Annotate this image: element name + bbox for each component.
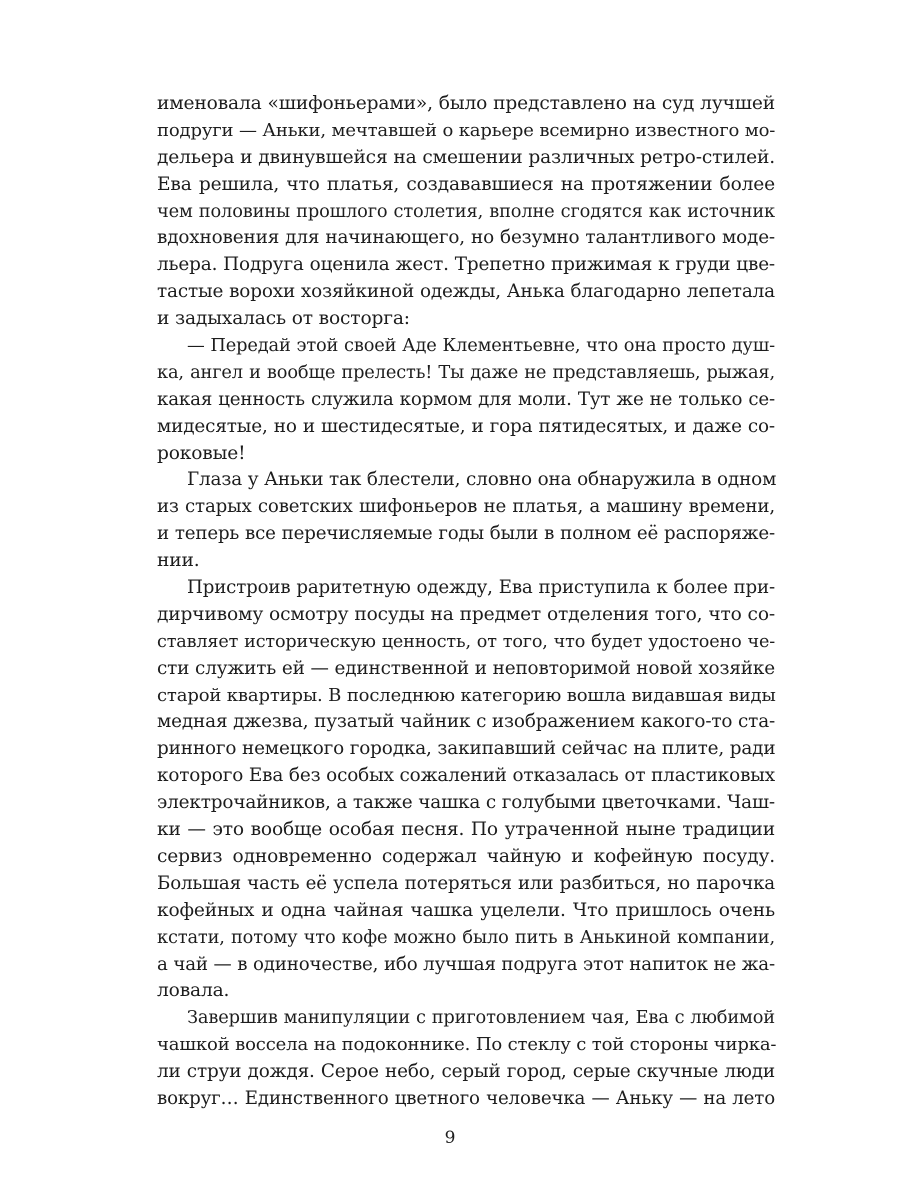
text-line: и теперь все перечисляемые годы были в полном её распоряже- [157, 523, 775, 545]
text-line: электрочайников, а также чашка с голубыми цветочками. Чаш- [157, 792, 775, 814]
text-line: ки — это вообще особая песня. По утраченной ныне традиции [157, 819, 775, 841]
text-line: Большая часть её успела потеряться или разбиться, но парочка [157, 872, 775, 894]
text-line: ловала. [157, 980, 230, 1002]
text-line: — Передай этой своей Аде Клементьевне, что она просто душ- [187, 335, 775, 357]
text-line: вокруг… Единственного цветного человечка — Аньку — на лето [157, 1087, 775, 1109]
text-line: кстати, потому что кофе можно было пить в Анькиной компании, [157, 926, 775, 948]
text-line: старой квартиры. В последнюю категорию вошла видавшая виды [157, 684, 776, 706]
text-line: какая ценность служила кормом для моли. Тут же не только се- [157, 388, 775, 410]
text-line: тастые ворохи хозяйкиной одежды, Анька благодарно лепетала [157, 281, 775, 303]
text-line: льера. Подруга оценила жест. Трепетно прижимая к груди цве- [157, 254, 775, 276]
text-line: подруги — Аньки, мечтавшей о карьере всемирно известного мо- [157, 119, 776, 141]
text-line: дельера и двинувшейся на смешении различных ретро-стилей. [157, 146, 775, 168]
text-line: Завершив манипуляции с приготовлением чая, Ева с любимой [187, 1007, 775, 1029]
text-line: чем половины прошлого столетия, вполне сгодятся как источник [157, 200, 775, 222]
text-line: сервиз одновременно содержал чайную и кофейную посуду. [157, 845, 775, 867]
text-line: нии. [157, 550, 200, 572]
text-line: Пристроив раритетную одежду, Ева приступила к более при- [187, 577, 775, 599]
text-line: медная джезва, пузатый чайник с изображением какого-то ста- [157, 711, 776, 733]
text-line: из старых советских шифоньеров не платья, а машину времени, [157, 496, 775, 518]
text-line: ли струи дождя. Серое небо, серый город, серые скучные люди [157, 1061, 775, 1083]
text-line: кофейных и одна чайная чашка уцелели. Что пришлось очень [157, 899, 775, 921]
text-line: сти служить ей — единственной и неповторимой новой хозяйке [157, 657, 775, 679]
text-line: чашкой воссела на подоконнике. По стеклу с той стороны чирка- [157, 1034, 777, 1056]
text-line: именовала «шифоньерами», было представлено на суд лучшей [157, 93, 775, 114]
text-line: Глаза у Аньки так блестели, словно она обнаружила в одном [187, 469, 777, 491]
text-line: которого Ева без особых сожалений отказалась от пластиковых [157, 765, 775, 787]
text-line: мидесятые, но и шестидесятые, и гора пятидесятых, и даже со- [157, 415, 775, 437]
text-line: вдохновения для начинающего, но безумно талантливого моде- [157, 227, 775, 249]
text-line: дирчивому осмотру посуды на предмет отделения того, что со- [157, 603, 775, 625]
page-number: 9 [444, 1128, 456, 1148]
body-text [157, 91, 775, 1113]
text-line: ставляет историческую ценность, от того, что будет удостоено че- [157, 631, 775, 652]
text-line: а чай — в одиночестве, ибо лучшая подруга этот напиток не жа- [157, 953, 775, 975]
text-line: ка, ангел и вообще прелесть! Ты даже не представляешь, рыжая, [157, 361, 775, 383]
text-line: ринного немецкого городка, закипавший сейчас на плите, ради [157, 738, 776, 760]
text-line: Ева решила, что платья, создававшиеся на протяжении более [157, 173, 775, 195]
text-line: и задыхалась от восторга: [157, 308, 410, 330]
text-line: роковые! [157, 442, 246, 464]
